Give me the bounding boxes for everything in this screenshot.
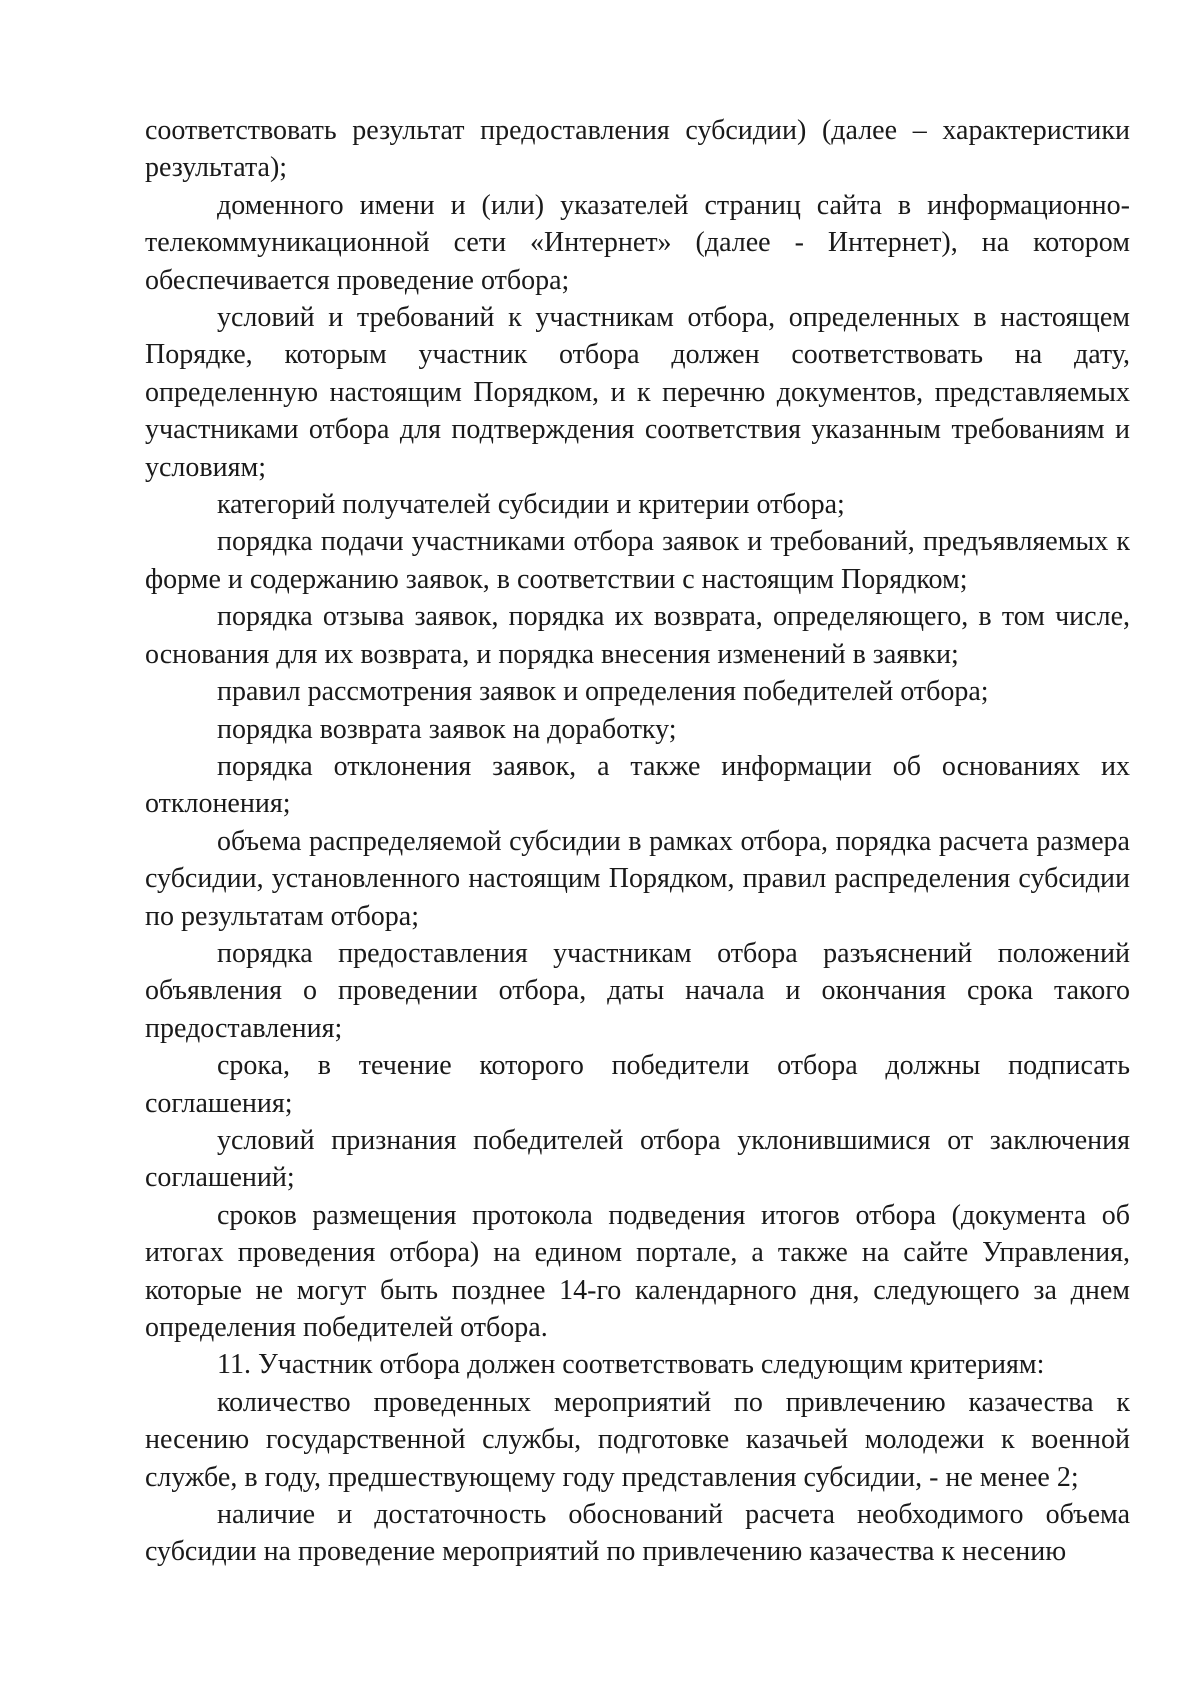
paragraph-domain-name: доменного имени и (или) указателей страниц сайта в информационно-телекоммуникационной сети «Интернет» (далее - Интернет), на котором обеспечивается проведение отбора;	[145, 189, 1130, 296]
document-body	[145, 112, 1130, 1571]
paragraph-evasion-conditions: условий признания победителей отбора уклонившимися от заключения соглашений;	[145, 1124, 1130, 1194]
paragraph-clause-11: 11. Участник отбора должен соответствовать следующим критериям:	[217, 1349, 1045, 1381]
paragraph-events-count: количество проведенных мероприятий по привлечению казачества к несению государственной службы, подготовке казачьей молодежи к военной службе, в году, предшествующему году представления субсидии, - не менее 2;	[145, 1386, 1130, 1493]
paragraph-signing-deadline: срока, в течение которого победители отбора должны подписать соглашения;	[145, 1050, 1130, 1119]
paragraph-application-submission: порядка подачи участниками отбора заявок и требований, предъявляемых к форме и содержанию заявок, в соответствии с настоящим Порядком;	[145, 526, 1130, 595]
paragraph-conditions-requirements: условий и требований к участникам отбора, определенных в настоящем Порядке, которым участник отбора должен соответствовать на дату, определенную настоящим Порядком, и к перечню документов, представляемых участниками отбора для подтверждения соответствия указанным требованиям и условиям;	[145, 302, 1130, 483]
paragraph-recipient-categories: категорий получателей субсидии и критерии отбора;	[217, 489, 845, 521]
paragraph-application-withdrawal: порядка отзыва заявок, порядка их возврата, определяющего, в том числе, основания для их возврата, и порядка внесения изменений в заявки;	[145, 601, 1130, 670]
paragraph-result-characteristics: соответствовать результат предоставления субсидии) (далее – характеристики результата);	[145, 115, 1130, 184]
paragraph-clarifications: порядка предоставления участникам отбора разъяснений положений объявления о проведении отбора, даты начала и окончания срока такого предоставления;	[145, 937, 1130, 1044]
paragraph-rejection: порядка отклонения заявок, а также информации об основаниях их отклонения;	[145, 750, 1130, 820]
paragraph-return-for-revision: порядка возврата заявок на доработку;	[217, 713, 677, 745]
paragraph-subsidy-volume: объема распределяемой субсидии в рамках отбора, порядка расчета размера субсидии, установленного настоящим Порядком, правил распределения субсидии по результатам отбора;	[145, 825, 1130, 932]
paragraph-justification: наличие и достаточность обоснований расчета необходимого объема субсидии на проведение мероприятий по привлечению казачества к несению	[145, 1499, 1130, 1568]
paragraph-review-rules: правил рассмотрения заявок и определения победителей отбора;	[217, 676, 989, 708]
paragraph-protocol-publication: сроков размещения протокола подведения итогов отбора (документа об итогах проведения отбора) на едином портале, а также на сайте Управления, которые не могут быть позднее 14-го календарного дня, следующего за днем определения победителей отбора.	[145, 1199, 1130, 1343]
